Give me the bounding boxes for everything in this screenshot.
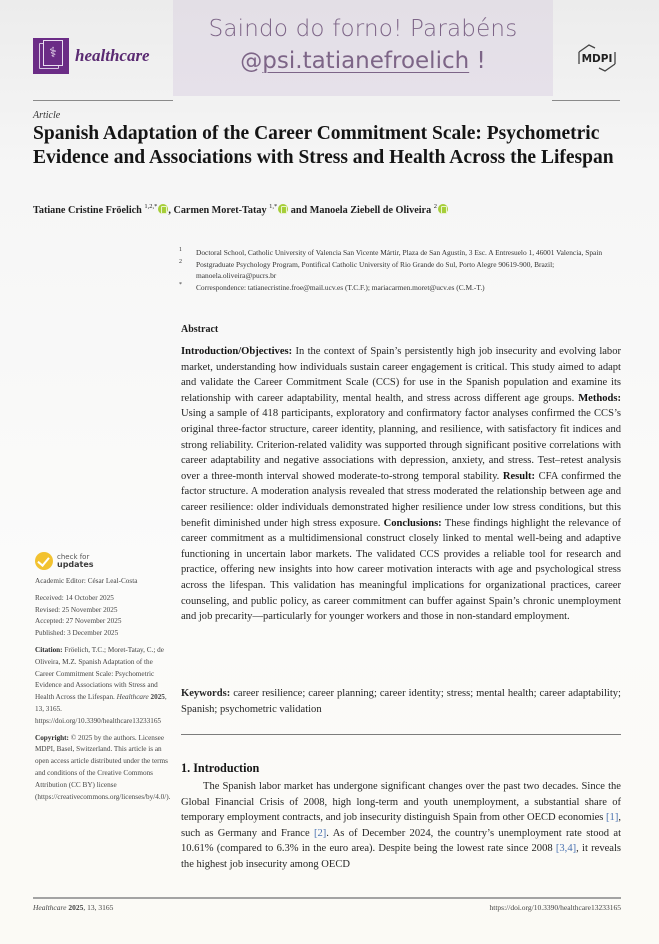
publisher-name: MDPI bbox=[581, 53, 613, 65]
overlay-mention[interactable] bbox=[173, 48, 553, 74]
journal-logo[interactable] bbox=[33, 38, 150, 74]
at-mention-icon: @ bbox=[240, 49, 263, 74]
mdpi-logo[interactable] bbox=[571, 42, 623, 74]
date-accepted: Accepted: 27 November 2025 bbox=[35, 617, 122, 626]
footer-divider bbox=[33, 897, 621, 899]
article-title: Spanish Adaptation of the Career Commitment Scale: Psychometric Evidence and Associations with Stress and Health Across the Lifespan bbox=[33, 123, 614, 168]
date-published: Published: 3 December 2025 bbox=[35, 629, 119, 638]
keywords-label: Keywords: bbox=[181, 688, 231, 699]
overlay-caption: Saindo do forno! Parabéns bbox=[208, 16, 518, 42]
abstract-section-label: Methods: bbox=[578, 392, 621, 404]
mention-handle[interactable]: psi.tatianefroelich bbox=[262, 48, 470, 74]
section-heading-introduction: 1. Introduction bbox=[181, 761, 260, 775]
footer-doi-link[interactable]: https://doi.org/10.3390/healthcare13233165 bbox=[489, 903, 621, 912]
abstract-heading: Abstract bbox=[181, 324, 219, 335]
citation-link[interactable]: [3,4] bbox=[555, 843, 577, 855]
author-affiliation-mark: 1,2,* bbox=[144, 203, 158, 210]
copyright-block: Copyright: © 2025 by the authors. Licensee MDPI, Basel, Switzerland. This article is an open access article distributed under the terms and conditions of the Creative Commons Attribution (CC BY) license (https://creativecommons.org/licenses/by/4.0/). bbox=[35, 733, 171, 801]
author-affiliation-mark: 1,* bbox=[269, 203, 278, 210]
date-revised: Revised: 25 November 2025 bbox=[35, 605, 118, 614]
article-info-sidebar bbox=[35, 552, 173, 803]
author-affiliation-mark: 2 bbox=[433, 203, 437, 210]
keywords-list: career resilience; career planning; career identity; stress; mental health; career adaptability; Spanish; psychometric validation bbox=[181, 688, 621, 715]
citation-block: Citation: Fröelich, T.C.; Moret-Tatay, C.; de Oliveira, M.Z. Spanish Adaptation of the Career Commitment Scale: Psychometric Evidence and Associations with Stress and Health Across the Lifespan. Healthcare 2025, 13, 3165. https://doi.org/10.3390/healthcare13233165 bbox=[35, 645, 167, 725]
affiliation-item: 1 Doctoral School, Catholic University of Valencia San Vicente Mártir, Plaza de San Agustín, 3 Esc. A Entresuelo 1, 46001 Valencia, Spain bbox=[179, 247, 603, 257]
correspondence: * Correspondence: tatianecristine.froe@mail.ucv.es (T.C.F.); mariacarmen.moret@ucv.es (C.M.-T.) bbox=[179, 281, 485, 292]
citation-link[interactable]: [1] bbox=[606, 812, 619, 824]
affiliations bbox=[178, 247, 628, 293]
author-list: Tatiane Cristine Fröelich $^{1,2,*}$ , Carmen Moret-Tatay $^{1,*}$ and Manoela Ziebell de Oliveira $^2$ bbox=[33, 203, 448, 216]
date-received: Received: 14 October 2025 bbox=[35, 593, 114, 602]
caduceus-icon: ⚕ bbox=[33, 38, 69, 74]
footer-journal-ref: Healthcare 2025, 13, 3165 bbox=[33, 903, 114, 912]
article-type: Article bbox=[33, 110, 61, 121]
abstract-section-label: Result: bbox=[502, 470, 536, 482]
abstract-section-label: Introduction/Objectives: bbox=[181, 346, 293, 357]
header-divider bbox=[552, 100, 620, 101]
story-text-overlay bbox=[173, 0, 553, 96]
overlay-suffix: ! bbox=[469, 48, 486, 74]
mdpi-hexagon-icon bbox=[571, 42, 623, 74]
journal-name: healthcare bbox=[75, 46, 150, 65]
introduction-text: The Spanish labor market has undergone significant changes over the past two decades. Since the Global Financial Crisis of 2008, high long-term and youth unemployment, a substantial share of temporary employment contracts, and job insecurity distinguish Spain from other OECD economies [1], such as Germany and France [2]. As of December 2024, the country’s unemployment rate stood at 10.61% (compared to 6.3% in the euro area). Despite being the lowest rate since 2008 [3,4], it reveals the highest job insecurity among OECD bbox=[181, 781, 621, 870]
header-divider bbox=[33, 100, 173, 101]
orcid-icon[interactable] bbox=[158, 204, 168, 214]
abstract-section-label: Conclusions: bbox=[383, 517, 442, 529]
orcid-icon[interactable] bbox=[438, 204, 448, 214]
citation-link[interactable]: [2] bbox=[313, 827, 327, 839]
author-name[interactable]: Manoela Ziebell de Oliveira bbox=[309, 205, 432, 216]
orcid-icon[interactable] bbox=[278, 204, 288, 214]
checkmark-icon bbox=[35, 552, 53, 570]
publication-dates bbox=[35, 593, 173, 640]
academic-editor: Academic Editor: César Leal-Costa bbox=[35, 577, 138, 585]
abstract-text: Introduction/Objectives: In the context of Spain’s persistently high job insecurity and evolving labor market, understanding how individuals sustain career engagement is critical. This study aimed to adapt and validate the Career Commitment Scale (CCS) for use in the Spanish population and examine its relationship with career adaptability, mental health, and stress across different age groups. Methods: Using a sample of 418 participants, exploratory and confirmatory factor analyses confirmed the CCS’s original three-factor structure, career identity, planning, and resilience, with satisfactory fit indices and strong reliability. Criterion-related validity was supported through significant positive correlations with career adaptability and negative associations with depression, anxiety, and stress. Test–retest analysis over a three-month interval showed moderate-to-strong temporal stability. Result: CFA confirmed the factor structure. A moderation analysis revealed that stress moderated the relationship between age and career resilience: older individuals demonstrated higher resilience under low stress conditions, but this benefit diminished under high stress exposure. Conclusions: These findings highlight the relevance of career commitment as a multidimensional construct closely linked to mental well-being and adaptive functioning in uncertain labor markets. The validated CCS provides a reliable tool for research and practice, offering new insights into how career motivation interacts with age and psychological stress across the lifespan. This validation has meaningful implications for organizational practices, career counseling, and public policy, as career commitment can buffer against Spain’s chronic unemployment and job precarity—particularly for younger workers and those in non-standard employment. bbox=[181, 346, 622, 623]
check-for-updates-button[interactable]: check for updates bbox=[35, 552, 173, 570]
citation-doi[interactable]: , 13, 3165. https://doi.org/10.3390/healthcare13233165 bbox=[35, 693, 167, 725]
affiliation-item: 2 Postgraduate Psychology Program, Pontifical Catholic University of Rio Grande do Sul, Porto Alegre 90619-900, Brazil; manoela.oliveira@pucrs.br bbox=[179, 258, 555, 281]
keywords bbox=[181, 686, 621, 717]
author-name[interactable]: Carmen Moret-Tatay bbox=[173, 205, 267, 216]
section-divider bbox=[181, 734, 621, 735]
author-name[interactable]: Tatiane Cristine Fröelich bbox=[33, 205, 142, 216]
